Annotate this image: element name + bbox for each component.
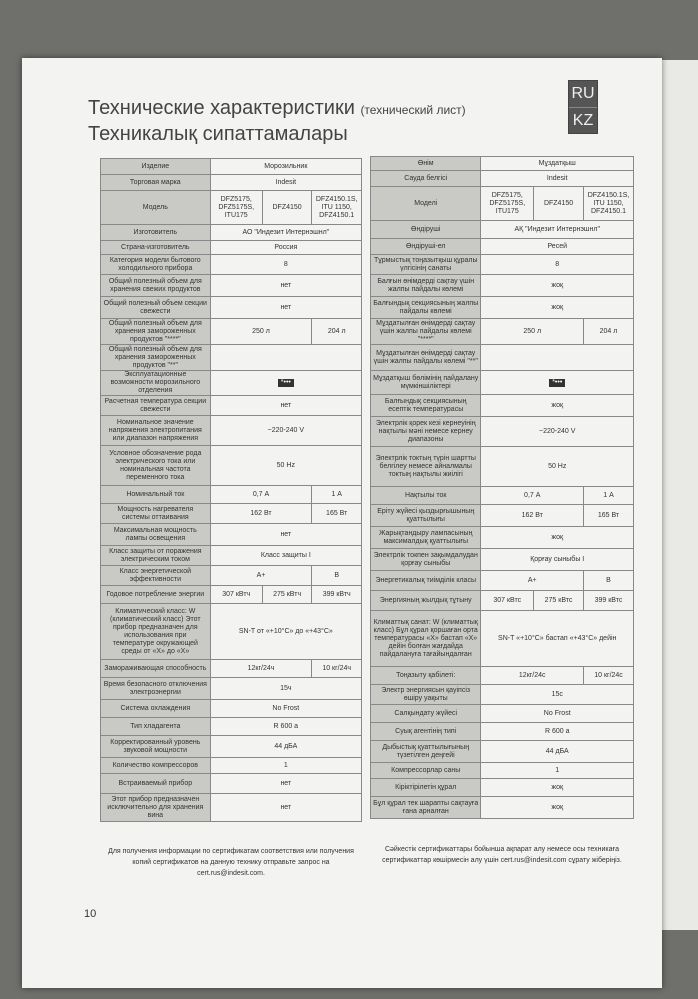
row-value: АО "Индезит Интернэшнл" xyxy=(210,225,361,241)
row-value: 250 л xyxy=(481,319,584,345)
title-ru-note: (технический лист) xyxy=(360,103,466,117)
row-label: Общий полезный объем для хранения свежих продуктов xyxy=(101,275,211,297)
table-row xyxy=(371,667,634,685)
row-value: ~220-240 V xyxy=(210,416,361,446)
row-label: Мұздатылған өнімдерді сақтау үшін жалпы пайдалы көлемі "**" xyxy=(371,345,481,371)
table-row xyxy=(371,239,634,255)
table-row xyxy=(101,736,362,758)
table-row xyxy=(101,255,362,275)
row-value: 162 Вт xyxy=(210,504,312,524)
table-row xyxy=(371,395,634,417)
row-value: Мұздатқыш xyxy=(481,157,634,171)
table-row xyxy=(101,191,362,225)
row-value xyxy=(481,345,634,371)
row-label: Электрлік токпен зақымдалудан қорғау сыныбы xyxy=(371,549,481,571)
table-row xyxy=(371,611,634,667)
row-value: жоқ xyxy=(481,797,634,819)
row-value: 50 Hz xyxy=(481,447,634,487)
table-row xyxy=(371,221,634,239)
row-value: Класс защиты I xyxy=(210,546,361,566)
table-row xyxy=(101,586,362,604)
row-label: Время безопасного отключения электроэнергии xyxy=(101,678,211,700)
row-value: 44 дБА xyxy=(481,741,634,763)
row-label: Эксплуатационные возможности морозильного отделения xyxy=(101,371,211,396)
row-value: 204 л xyxy=(584,319,634,345)
row-label: Климаттық санат: W (климаттық класс) Бұл құрал қоршаған орта температурасы «X» бастап «X» дейін болған жағдайда пайдалануға тағайындалған xyxy=(371,611,481,667)
table-row xyxy=(371,297,634,319)
row-value: 1 xyxy=(210,758,361,774)
table-row xyxy=(371,417,634,447)
language-badge xyxy=(568,80,598,134)
row-value: Қорғау сыныбы I xyxy=(481,549,634,571)
table-row xyxy=(101,345,362,371)
table-row xyxy=(371,527,634,549)
row-value: 0,7 А xyxy=(481,487,584,505)
row-value: 165 Вт xyxy=(584,505,634,527)
row-value: нет xyxy=(210,297,361,319)
table-row xyxy=(371,741,634,763)
table-row xyxy=(371,187,634,221)
row-value: нет xyxy=(210,275,361,297)
row-value: 8 xyxy=(210,255,361,275)
table-row xyxy=(101,241,362,255)
table-row xyxy=(371,319,634,345)
row-value: А+ xyxy=(481,571,584,591)
row-label: Номинальное значение напряжения электропитания или диапазон напряжения xyxy=(101,416,211,446)
table-row xyxy=(371,685,634,705)
row-label: Балғындық секциясының жалпы пайдалы көлемі xyxy=(371,297,481,319)
row-label: Система охлаждения xyxy=(101,700,211,718)
row-value xyxy=(481,371,634,395)
footer-kz: Сәйкестік сертификаттары бойынша ақпарат алу немесе осы техникаға сертификаттар көшірмесін алу үшін cert.rus@indesit.com сұрату жіберіңіз. xyxy=(382,846,622,864)
row-value: жоқ xyxy=(481,527,634,549)
row-label: Мұздатылған өнімдерді сақтау үшін жалпы пайдалы көлемі "****" xyxy=(371,319,481,345)
row-value: 15ч xyxy=(210,678,361,700)
table-row xyxy=(101,396,362,416)
row-label: Сауда белгісі xyxy=(371,171,481,187)
table-row xyxy=(101,297,362,319)
table-row xyxy=(371,157,634,171)
table-row xyxy=(371,171,634,187)
row-label: Изготовитель xyxy=(101,225,211,241)
footer-ru: Для получения информации по сертификатам соответствия или получения копий сертификатов на данную технику отправьте запрос на cert.rus@indesit.com. xyxy=(108,848,354,877)
table-row xyxy=(101,774,362,794)
row-label: Энергияның жылдық тұтыну xyxy=(371,591,481,611)
row-label: Суық агентінің типі xyxy=(371,723,481,741)
table-row xyxy=(101,718,362,736)
table-row xyxy=(101,504,362,524)
row-value: 275 кВтс xyxy=(534,591,584,611)
row-value: Ресей xyxy=(481,239,634,255)
row-label: Условное обозначение рода электрического тока или номинальная частота переменного тока xyxy=(101,446,211,486)
row-value: нет xyxy=(210,794,361,822)
row-value: 165 Вт xyxy=(312,504,362,524)
row-label: Тұрмыстық тоңазытқыш құралы үлгісінің санаты xyxy=(371,255,481,275)
row-value: DFZ4150 xyxy=(262,191,312,225)
table-row xyxy=(101,159,362,175)
row-value: жоқ xyxy=(481,297,634,319)
table-row xyxy=(371,275,634,297)
spec-table-kz xyxy=(370,156,634,819)
table-row xyxy=(101,604,362,660)
row-value: 10 кг/24с xyxy=(584,667,634,685)
table-row xyxy=(371,763,634,779)
row-value: SN-T «+10°C» бастап «+43°C» дейін xyxy=(481,611,634,667)
row-value: нет xyxy=(210,774,361,794)
row-value: DFZ5175, DFZ5175S, ITU175 xyxy=(210,191,262,225)
row-label: Энергетикалық тиімділік класы xyxy=(371,571,481,591)
row-label: Өнім xyxy=(371,157,481,171)
row-value: No Frost xyxy=(210,700,361,718)
row-label: Номинальный ток xyxy=(101,486,211,504)
row-label: Общий полезный объем для хранения замороженных продуктов "**" xyxy=(101,345,211,371)
row-value: 44 дБА xyxy=(210,736,361,758)
row-value: ~220-240 V xyxy=(481,417,634,447)
row-label: Мұздатқыш бөлімінің пайдалану мүмкіншіліктері xyxy=(371,371,481,395)
row-value xyxy=(210,371,361,396)
row-label: Климатический класс: W (климатический класс) Этот прибор предназначен для использования при температуре окружающей среды от «X» до «X» xyxy=(101,604,211,660)
table-row xyxy=(371,371,634,395)
row-value: В xyxy=(312,566,362,586)
table-row xyxy=(101,371,362,396)
row-label: Изделие xyxy=(101,159,211,175)
row-value: Indesit xyxy=(210,175,361,191)
row-value: R 600 а xyxy=(481,723,634,741)
row-label: Электрлік токтың түрін шартты белгілеу немесе айналмалы токтың нақтылы жиілігі xyxy=(371,447,481,487)
row-label: Балғындық секциясының есептік температурасы xyxy=(371,395,481,417)
snowflake-three-stars-icon: *••• xyxy=(278,379,294,387)
table-row xyxy=(101,524,362,546)
row-value: 15с xyxy=(481,685,634,705)
row-label: Еріту жүйесі қыздырғышының қуаттылығы xyxy=(371,505,481,527)
table-row xyxy=(371,779,634,797)
row-label: Өндіруші-ел xyxy=(371,239,481,255)
row-label: Электрлік қорек кезі кернеуінің нақтылы мәні немесе кернеу диапазоны xyxy=(371,417,481,447)
title-kz: Техникалық сипаттамалары xyxy=(88,123,348,145)
table-row xyxy=(371,797,634,819)
row-value: АҚ "Индезит Интернэшнл" xyxy=(481,221,634,239)
row-value: 50 Hz xyxy=(210,446,361,486)
row-value: 307 кВтс xyxy=(481,591,534,611)
row-value: Морозильник xyxy=(210,159,361,175)
row-label: Общий полезный объем секции свежести xyxy=(101,297,211,319)
row-label: Тип хладагента xyxy=(101,718,211,736)
row-value: 8 xyxy=(481,255,634,275)
row-value: 204 л xyxy=(312,319,362,345)
row-value: DFZ4150 xyxy=(534,187,584,221)
row-label: Класс защиты от поражения электрическим током xyxy=(101,546,211,566)
row-label: Бұл құрал тек шарапты сақтауға ғана арналған xyxy=(371,797,481,819)
table-row xyxy=(101,700,362,718)
row-label: Электр энергиясын қауіпсіз өшіру уақыты xyxy=(371,685,481,705)
row-label: Общий полезный объем для хранения замороженных продуктов "****" xyxy=(101,319,211,345)
row-value: 399 кВтч xyxy=(312,586,362,604)
table-row xyxy=(371,723,634,741)
row-value: А+ xyxy=(210,566,312,586)
row-label: Моделі xyxy=(371,187,481,221)
table-row xyxy=(101,486,362,504)
row-value: 307 кВтч xyxy=(210,586,262,604)
row-label: Балғын өнімдерді сақтау үшін жалпы пайдалы көлемі xyxy=(371,275,481,297)
row-value: SN-T от «+10°C» до «+43°C» xyxy=(210,604,361,660)
row-value: 0,7 А xyxy=(210,486,312,504)
table-row xyxy=(101,678,362,700)
row-label: Категория модели бытового холодильного прибора xyxy=(101,255,211,275)
page-title xyxy=(88,96,466,146)
row-label: Модель xyxy=(101,191,211,225)
row-value: DFZ4150.1S, ITU 1150, DFZ4150.1 xyxy=(584,187,634,221)
table-row xyxy=(371,505,634,527)
row-label: Салқындату жүйесі xyxy=(371,705,481,723)
row-value: DFZ5175, DFZ5175S, ITU175 xyxy=(481,187,534,221)
table-row xyxy=(101,175,362,191)
row-label: Торговая марка xyxy=(101,175,211,191)
row-label: Количество компрессоров xyxy=(101,758,211,774)
table-row xyxy=(371,591,634,611)
row-value: Indesit xyxy=(481,171,634,187)
row-value: Россия xyxy=(210,241,361,255)
row-value xyxy=(210,345,361,371)
row-label: Тоңазыту қабілеті: xyxy=(371,667,481,685)
row-label: Этот прибор предназначен исключительно для хранения вина xyxy=(101,794,211,822)
table-row xyxy=(101,758,362,774)
table-row xyxy=(371,549,634,571)
row-value: 275 кВтч xyxy=(262,586,312,604)
lang-ru: RU xyxy=(569,81,597,108)
row-value: 12кг/24с xyxy=(481,667,584,685)
row-value: 10 кг/24ч xyxy=(312,660,362,678)
row-label: Компрессорлар саны xyxy=(371,763,481,779)
row-label: Нақтылы ток xyxy=(371,487,481,505)
row-label: Кіріктірілетін құрал xyxy=(371,779,481,797)
row-value: No Frost xyxy=(481,705,634,723)
row-value: 1 xyxy=(481,763,634,779)
row-label: Корректированный уровень звуковой мощности xyxy=(101,736,211,758)
row-value: нет xyxy=(210,524,361,546)
table-row xyxy=(101,275,362,297)
row-label: Годовое потребление энергии xyxy=(101,586,211,604)
title-ru: Технические характеристики xyxy=(88,97,355,119)
table-row xyxy=(101,319,362,345)
table-row xyxy=(101,660,362,678)
table-row xyxy=(101,446,362,486)
snowflake-three-stars-icon: *••• xyxy=(549,379,565,387)
row-label: Жарықтандыру лампасының максималдық қуаттылығы xyxy=(371,527,481,549)
table-row xyxy=(101,225,362,241)
row-value: нет xyxy=(210,396,361,416)
spec-table-ru xyxy=(100,158,362,822)
row-value: R 600 а xyxy=(210,718,361,736)
row-label: Встраиваемый прибор xyxy=(101,774,211,794)
row-value: 1 А xyxy=(584,487,634,505)
row-value: жоқ xyxy=(481,275,634,297)
table-row xyxy=(371,447,634,487)
page-number: 10 xyxy=(84,908,97,920)
table-row xyxy=(371,571,634,591)
table-row xyxy=(101,566,362,586)
row-label: Страна-изготовитель xyxy=(101,241,211,255)
row-label: Дыбыстық қуаттылығының түзетілген деңгейі xyxy=(371,741,481,763)
table-row xyxy=(371,487,634,505)
lang-kz: KZ xyxy=(572,112,594,129)
row-value: В xyxy=(584,571,634,591)
row-value: жоқ xyxy=(481,395,634,417)
row-value: 162 Вт xyxy=(481,505,584,527)
table-row xyxy=(101,416,362,446)
row-label: Замораживающая способность xyxy=(101,660,211,678)
row-value: жоқ xyxy=(481,779,634,797)
row-value: DFZ4150.1S, ITU 1150, DFZ4150.1 xyxy=(312,191,362,225)
row-label: Максимальная мощность лампы освещения xyxy=(101,524,211,546)
row-label: Класс энергетической эффективности xyxy=(101,566,211,586)
table-row xyxy=(371,345,634,371)
row-value: 1 А xyxy=(312,486,362,504)
table-row xyxy=(101,546,362,566)
document-page xyxy=(22,58,662,988)
row-label: Мощность нагревателя системы оттаивания xyxy=(101,504,211,524)
row-value: 250 л xyxy=(210,319,312,345)
row-label: Өндіруші xyxy=(371,221,481,239)
table-row xyxy=(101,794,362,822)
row-value: 399 кВтс xyxy=(584,591,634,611)
row-label: Расчетная температура секции свежести xyxy=(101,396,211,416)
table-row xyxy=(371,705,634,723)
row-value: 12кг/24ч xyxy=(210,660,312,678)
table-row xyxy=(371,255,634,275)
